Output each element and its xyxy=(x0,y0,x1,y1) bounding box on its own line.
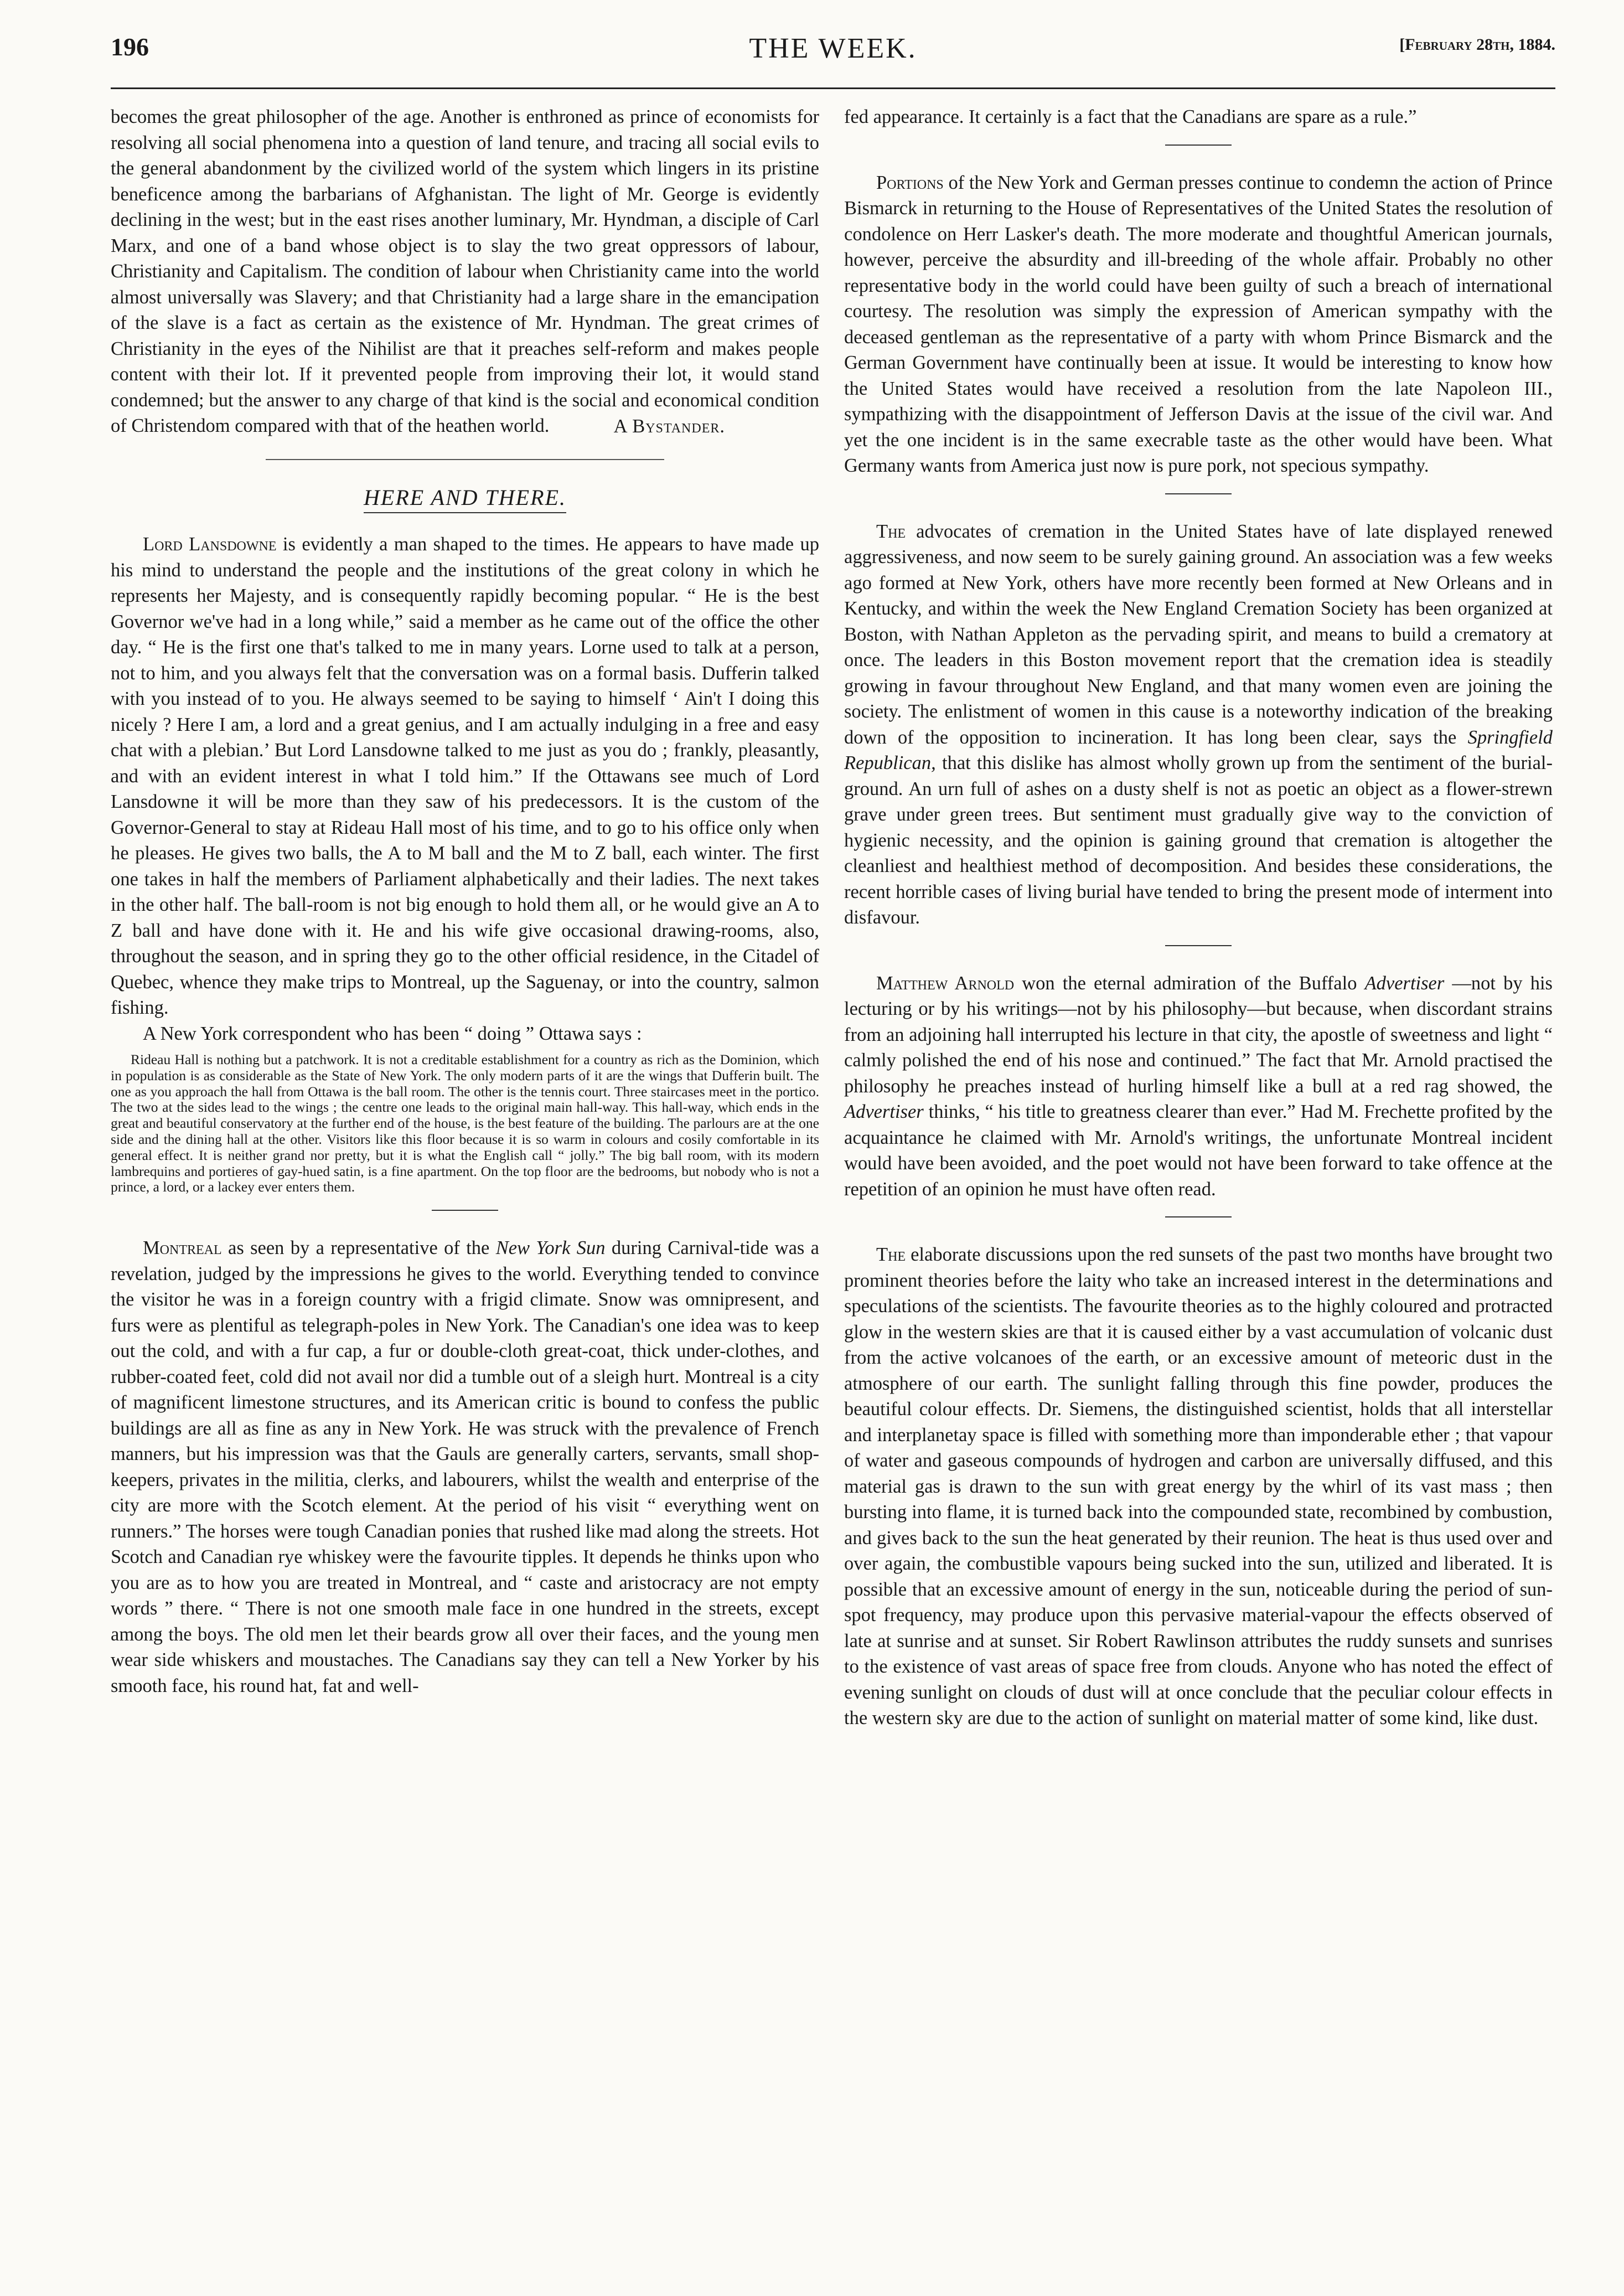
right-column xyxy=(844,104,1553,1731)
section-title: HERE AND THERE. xyxy=(111,484,819,510)
lead-words: The xyxy=(876,1244,906,1265)
journal-title: THE WEEK. xyxy=(749,33,917,64)
article-divider xyxy=(266,459,664,460)
lead-words: Montreal xyxy=(143,1237,222,1259)
issue-date: [February 28th, 1884. xyxy=(1399,35,1555,54)
paragraph-arnold: Matthew Arnold won the eternal admiration of the Buffalo Advertiser —not by his lecturing or by his writings—not by his philosophy—but because, when discordant strains from an adjoining hall interrupted his lecture in that city, the apostle of sweetness and light “ calmly polished the end of his nose and continued.” The fact that Mr. Arnold practised the philosophy he preaches instead of hurling himself like a bull at a red rag showed, the Advertiser thinks, “ his title to greatness clearer than ever.” Had M. Frechette profited by the acquaintance he claimed with Mr. Arnold's writings, the unfortunate Montreal incident would have been avoided, and the poet would not have been forward to take offence at the repetition of an opinion he must have often read. xyxy=(844,972,1553,1200)
header-rule xyxy=(111,87,1555,89)
paragraph-divider xyxy=(1165,945,1232,946)
paragraph-divider xyxy=(1165,493,1232,494)
paragraph-cremation: The advocates of cremation in the United States have of late displayed renewed aggressiveness, and now seem to be surely gaining ground. An association was a few weeks ago formed at New York, others have more recently been formed at New Orleans and in Kentucky, and within the week the New England Cremation Society has been organized at Boston, with Nathan Appleton as the pervading spirit, and means to build a crematory at once. The leaders in this Boston movement report that the cremation idea is steadily growing in favour throughout New England, and that many women even are joining the society. The enlistment of women in this cause is a noteworthy indication of the breaking down of the opposition to incineration. It has long been clear, says the Springfield Republican, that this dislike has almost wholly grown up from the sentiment of the burial-ground. An urn full of ashes on a dusty shelf is not as poetic an object as a flower-strewn grave under green trees. But sentiment must gradually give way to the conviction of hygienic necessity, and the opinion is gaining ground that cremation is altogether the cleanliest and healthiest method of decomposition. And besides these considerations, the recent horrible cases of living burial have tended to bring the present mode of interment into disfavour. xyxy=(844,520,1553,928)
left-column xyxy=(111,104,819,1699)
paragraph-correspondent: A New York correspondent who has been “ doing ” Ottawa says : xyxy=(143,1023,642,1044)
lead-words: Lord Lansdowne xyxy=(143,534,277,555)
paragraph-lansdowne: Lord Lansdowne is evidently a man shaped to the times. He appears to have made up his mind to understand the people and the institutions of the great colony in which he represents her Majesty, and is consequently rapidly becoming popular. “ He is the best Governor we've had in a long while,” said a member as he came out of the office the other day. “ He is the first one that's talked to me in many years. Lorne used to talk at a person, not to him, and you always felt that the conversation was on a formal basis. Dufferin talked with you instead of to you. He always seemed to be saying to himself ‘ Ain't I doing this nicely ? Here I am, a lord and a great genius, and I am actually indulging in a free and easy chat with a plebian.’ But Lord Lansdowne talked to me just as you do ; frankly, pleasantly, and with an evident interest in what I told him.” If the Ottawans see much of Lord Lansdowne it will be more than they saw of his predecessors. It is the custom of the Governor-General to stay at Rideau Hall most of his time, and to go to his office only when he pleases. He gives two balls, the A to M ball and the M to Z ball, each winter. The first one takes in half the members of Parliament alphabetically and their ladies. The next takes in the other half. The ball-room is not big enough to hold them all, or he would give an A to Z ball and have done with it. He and his wife give occasional drawing-rooms, also, throughout the season, and in spring they go to the other official residence, in the Citadel of Quebec, whence they make trips to Montreal, up the Saguenay, or into the country, salmon fishing. xyxy=(111,534,819,1018)
lead-words: Portions xyxy=(876,172,944,193)
lead-words: The xyxy=(876,520,906,542)
signature: A Bystander. xyxy=(613,415,725,437)
lead-words: Matthew Arnold xyxy=(876,972,1015,994)
continued-paragraph: becomes the great philosopher of the age. Another is enthroned as prince of economists for resolving all social phenomena into a question of land tenure, and tracing all social evils to the general abandonment by the civilized world of the system which lingers in its pristine beneficence among the barbarians of Afghanistan. The light of Mr. George is evidently declining in the west; but in the east rises another luminary, Mr. Hyndman, a disciple of Carl Marx, and one of a band whose object is to slay the two great oppressors of labour, Christianity and Capitalism. The condition of labour when Christianity came into the world almost universally was Slavery; and that Christianity had a large share in the emancipation of the slave is a fact as certain as the existence of Mr. Hyndman. The great crimes of Christianity in the eyes of the Nihilist are that it preaches self-reform and makes people content with their lot. If it prevented people from improving their lot, it would stand condemned; but the answer to any charge of that kind is the social and economical condition of Christendom compared with that of the heathen world. xyxy=(111,106,819,436)
page-number: 196 xyxy=(111,33,149,61)
paragraph-sunsets: The elaborate discussions upon the red sunsets of the past two months have brought two prominent theories before the laity who take an increased interest in the determinations and speculations of the scientists. The favourite theories as to the highly coloured and protracted glow in the western skies are that it is caused either by a vast accumulation of volcanic dust from the active volcanoes of the earth, or an excessive amount of meteoric dust in the atmosphere of our earth. The sunlight falling through this fine powder, produces the beautiful colour effects. Dr. Siemens, the distinguished scientist, holds that all interstellar and interplanetay space is filled with something more than imponderable ether ; that vapour of water and gaseous compounds of hydrogen and carbon are universally diffused, and this material gas is drawn to the sun with great energy by the whirl of its vast mass ; then bursting into flame, it is turned back into the compounded state, recombined by combustion, and gives back to the sun the heat generated by their reunion. The heat is thus used over and over again, the combustible vapours being sucked into the sun, utilized and liberated. It is possible that an excessive amount of energy in the sun, noticeable during the period of sun-spot frequency, may produce upon this pervasive material-vapour the effects observed of late at sunrise and at sunset. Sir Robert Rawlinson attributes the ruddy sunsets and sunrises to the existence of vast areas of space free from clouds. Anyone who has noted the effect of evening sunlight on clouds of dust will at once conclude that the peculiar colour effects in the western sky are due to the action of sunlight on material matter of some kind, like dust. xyxy=(844,1244,1553,1729)
rideau-hall-quote: Rideau Hall is nothing but a patchwork. It is not a creditable establishment for a country as rich as the Dominion, which in population is as considerable as the State of New York. The only modern parts of it are the wings that Dufferin built. The one as you approach the hall from Ottawa is the ball room. The other is the tennis court. Three staircases meet in the portico. The two at the sides lead to the wings ; the centre one leads to the original main hall-way. This hall-way, which ends in the great and beautiful conservatory at the further end of the house, is the best feature of the building. The parlours are at the one side and the dining hall at the other. Visitors like this floor because it is so warm in colours and cosily comfortable in its general effect. It is neither grand nor pretty, but it is what the English call “ jolly.” The big ball room, with its modern lambrequins and portieres of gay-hued satin, is a fine apartment. On the top floor are the bedrooms, but nobody who is not a prince, a lord, or a lackey ever enters them. xyxy=(111,1051,819,1195)
continued-paragraph: fed appearance. It certainly is a fact that the Canadians are spare as a rule.” xyxy=(844,106,1417,127)
paragraph-divider xyxy=(1165,1216,1232,1217)
paragraph-bismarck: Portions of the New York and German presses continue to condemn the action of Prince Bismarck in returning to the House of Representatives of the United States the resolution of condolence on Herr Lasker's death. The more moderate and thoughtful American journals, however, perceive the absurdity and ill-breeding of the whole affair. Probably no other representative body in the world could have been guilty of such a breach of international courtesy. The resolution was simply the expression of American sympathy with the deceased gentleman as the representative of a party with whom Prince Bismarck and the German Government have continually been at issue. It would be interesting to know how the United States would have received a resolution from the late Napoleon III., sympathizing with the disappointment of Jefferson Davis at the issue of the civil war. And yet the one incident is in the same execrable taste as the other would have been. What Germany wants from America just now is pure pork, not specious sympathy. xyxy=(844,172,1553,476)
paragraph-divider xyxy=(432,1210,498,1211)
page-header xyxy=(111,32,1555,76)
paragraph-montreal: Montreal as seen by a representative of the New York Sun during Carnival-tide was a revelation, judged by the impressions he gives to the world. Everything tended to convince the visitor he was in a foreign country with a frigid climate. Snow was omnipresent, and furs were as plentiful as telegraph-poles in New York. The Canadian's one idea was to keep out the cold, and with a fur cap, a fur or double-cloth great-coat, thick under-clothes, and rubber-coated feet, cold did not avail nor did a tumble out of a sleigh hurt. Montreal is a city of magnificent limestone structures, and its American critic is bound to confess the public buildings are all as fine as any in New York. He was struck with the prevalence of French manners, but his impression was that the Gauls are generally carters, servants, small shop-keepers, privates in the militia, clerks, and labourers, whilst the wealth and enterprise of the city are more with the Scotch element. At the period of his visit “ everything went on runners.” The horses were tough Canadian ponies that rushed like mad along the streets. Hot Scotch and Canadian rye whiskey were the favourite tipples. It depends he thinks upon who you are as to how you are treated in Montreal, and “ caste and aristocracy are not empty words ” there. “ There is not one smooth male face in one hundred in the streets, except among the boys. The old men let their beards grow all over their faces, and the young men wear side whiskers and moustaches. The Canadians say they can tell a New Yorker by his smooth face, his round hat, fat and well- xyxy=(111,1237,820,1696)
paragraph-divider xyxy=(1165,145,1232,146)
